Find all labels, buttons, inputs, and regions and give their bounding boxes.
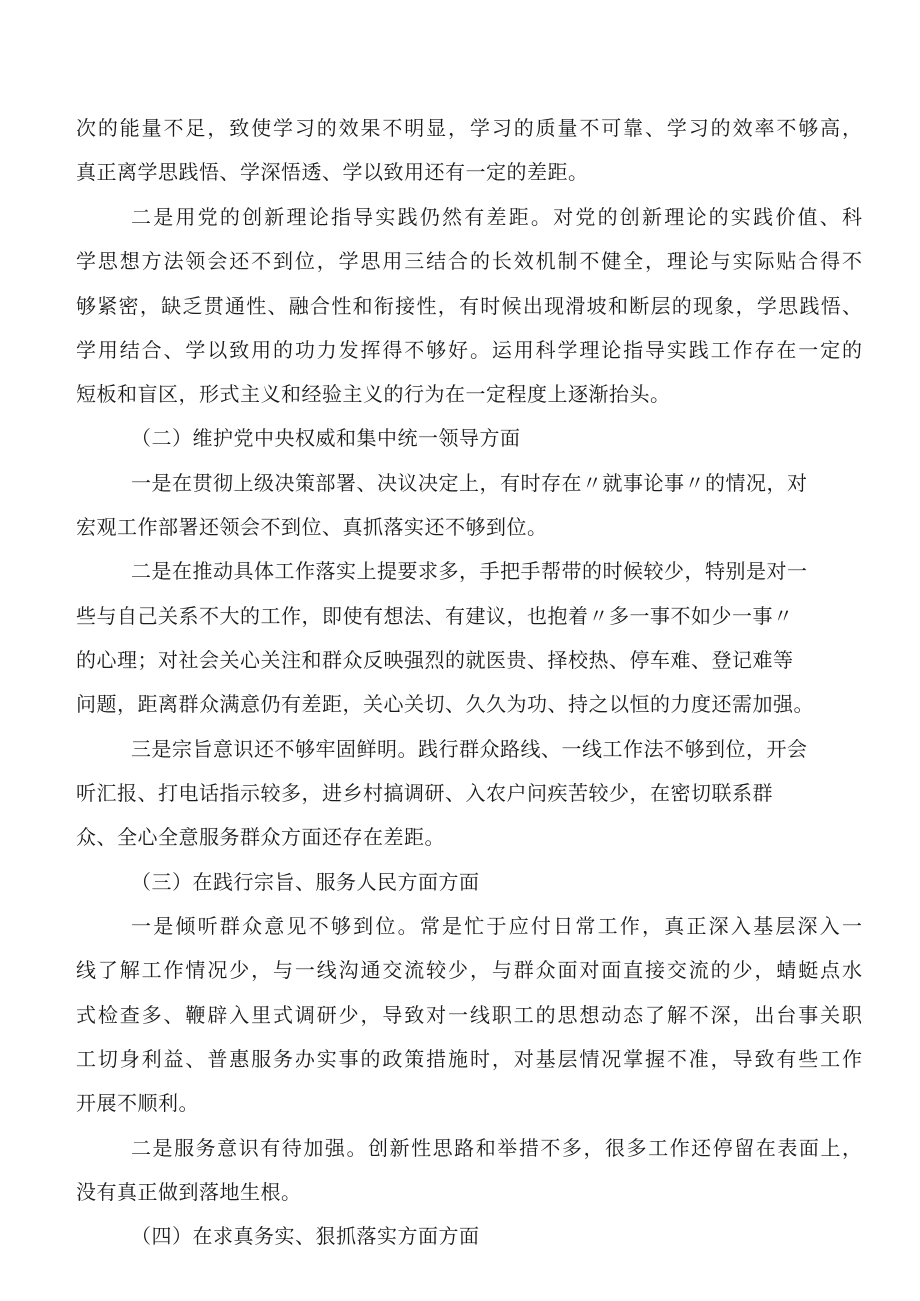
text-line: 的心理；对社会关心关注和群众反映强烈的就医贵、择校热、停车难、登记难等 bbox=[76, 648, 794, 672]
text-line: 学思想方法领会还不到位，学思用三结合的长效机制不健全，理论与实际贴合得不 bbox=[76, 249, 862, 273]
paragraph-start: 一是在贯彻上级决策部署、决议决定上，有时存在〃就事论事〃的情况，对 bbox=[131, 471, 808, 495]
text-line: 短板和盲区，形式主义和经验主义的行为在一定程度上逐渐抬头。 bbox=[76, 382, 671, 406]
text-line: 开展不顺利。 bbox=[76, 1091, 199, 1115]
text-line: 线了解工作情况少，与一线沟通交流较少，与群众面对面直接交流的少，蜻蜓点水 bbox=[76, 958, 862, 982]
text-line: 够紧密，缺乏贯通性、融合性和衔接性，有时候出现滑坡和断层的现象，学思践悟、 bbox=[76, 294, 862, 318]
text-line: 宏观工作部署还领会不到位、真抓落实还不够到位。 bbox=[76, 515, 548, 539]
text-line: 学用结合、学以致用的功力发挥得不够好。运用科学理论指导实践工作存在一定的 bbox=[76, 338, 862, 362]
section-heading: （四）在求真务实、狠抓落实方面方面 bbox=[131, 1224, 480, 1248]
paragraph-start: 二是用党的创新理论指导实践仍然有差距。对党的创新理论的实践价值、科 bbox=[131, 205, 862, 229]
text-line: 众、全心全意服务群众方面还存在差距。 bbox=[76, 825, 445, 849]
text-line: 真正离学思践悟、学深悟透、学以致用还有一定的差距。 bbox=[76, 160, 589, 184]
text-line: 没有真正做到落地生根。 bbox=[76, 1180, 302, 1204]
paragraph-start: 二是在推动具体工作落实上提要求多，手把手帮带的时候较少，特别是对一 bbox=[131, 559, 808, 583]
section-heading: （二）维护党中央权威和集中统一领导方面 bbox=[131, 426, 521, 450]
text-line: 式检查多、鞭辟入里式调研少，导致对一线职工的思想动态了解不深，出台事关职 bbox=[76, 1003, 862, 1027]
paragraph-start: 一是倾听群众意见不够到位。常是忙于应付日常工作，真正深入基层深入一 bbox=[131, 914, 862, 938]
text-line: 工切身利益、普惠服务办实事的政策措施时，对基层情况掌握不准，导致有些工作 bbox=[76, 1047, 862, 1071]
section-heading: （三）在践行宗旨、服务人民方面方面 bbox=[131, 870, 480, 894]
paragraph-start: 三是宗旨意识还不够牢固鲜明。践行群众路线、一线工作法不够到位，开会 bbox=[131, 737, 808, 761]
text-line: 问题，距离群众满意仍有差距，关心关切、久久为功、持之以恒的力度还需加强。 bbox=[76, 692, 814, 716]
text-line: 次的能量不足，致使学习的效果不明显，学习的质量不可靠、学习的效率不够高， bbox=[76, 116, 862, 140]
text-line: 些与自己关系不大的工作，即使有想法、有建议，也抱着〃多一事不如少一事〃 bbox=[76, 604, 794, 628]
text-line: 听汇报、打电话指示较多，进乡村搞调研、入农户问疾苦较少，在密切联系群 bbox=[76, 781, 773, 805]
paragraph-start: 二是服务意识有待加强。创新性思路和举措不多，很多工作还停留在表面上， bbox=[131, 1136, 862, 1160]
